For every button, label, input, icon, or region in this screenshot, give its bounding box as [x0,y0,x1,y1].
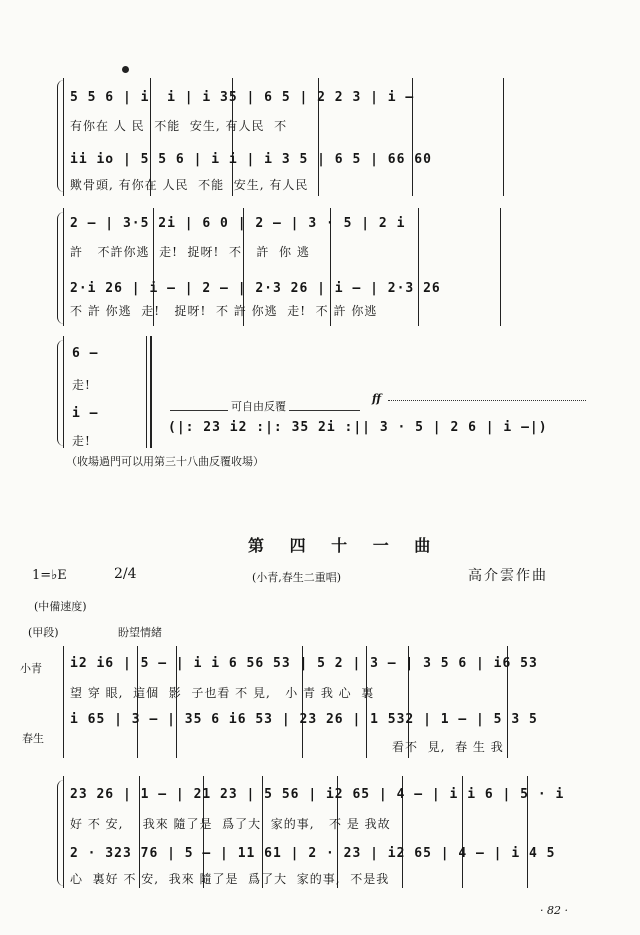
system5-bottom-notes: 2 · 323 76 | 5 — | 11 61 | 2 · 23 | i2 65 | 4 — | i 4 5 [70,846,556,861]
ink-dot [122,66,129,73]
system3-top-notes: 6 — [72,346,99,361]
voice2-lyrics: 看不 見, 春 生 我 [392,740,504,754]
system3-bottom-notes: i — [72,406,99,421]
system5-bottom-lyrics: 心 裏好 不 安, 我來 隨了是 爲了大 家的事, 不是我 [70,872,390,886]
voice2-name: 春生 [22,732,44,745]
system3-bottom-lyrics: 走! [72,434,91,448]
system1-top-lyrics: 有你在 人 民 不能 安生, 有人民 不 [70,119,288,133]
system2-top-notes: 2 — | 3·5 2i | 6 0 | 2 — | 3 · 5 | 2 i [70,216,406,231]
piece-title: 第 四 十 一 曲 [248,536,441,555]
page-number: · 82 · [540,904,568,917]
tempo-marking: (中備速度) [34,600,87,613]
barline [63,78,64,196]
system2-top-lyrics: 許 不許你逃 走! 捉呀! 不 許 你 逃 [70,245,310,259]
section-label: (甲段) [28,626,59,639]
dynamic-dotted-line [388,400,586,401]
system2-bottom-notes: 2·i 26 | i — | 2 — | 2·3 26 | i — | 2·3 26 [70,281,441,296]
system5-top-notes: 23 26 | 1 — | 21 23 | 5 56 | i2 65 | 4 — | i i 6 | 5 · i [70,787,565,802]
time-signature: 2/4 [114,566,137,582]
expression-marking: 盼望情緒 [118,626,162,639]
voice2-notes: i 65 | 3 — | 35 6 i6 53 | 23 26 | 1 532 | 1 — | 5 3 5 [70,712,538,727]
system1-bottom-lyrics: 歟骨頭, 有你在 人民 不能 安生, 有人民 [70,178,309,192]
system5-top-lyrics: 好 不 安, 我來 隨了是 爲了大 家的事, 不 是 我故 [70,817,391,831]
system2-bottom-lyrics: 不 許 你逃 走! 捉呀! 不 許 你逃 走! 不 許 你逃 [70,304,378,318]
system1-bottom-notes: ii io | 5 5 6 | i i | i 3 5 | 6 5 | 66 60 [70,152,432,167]
performers: (小青,春生二重唱) [252,571,342,584]
repeat-label: 可自由反覆 [228,398,289,414]
footnote: （收場過門可以用第三十八曲反覆收場） [66,455,264,468]
composer: 高介雲作曲 [468,568,548,584]
dynamic-marking: ff [372,392,382,405]
voice1-name: 小青 [20,662,42,675]
repeat-notes: (|: 23 i2 :|: 35 2i :|| 3 · 5 | 2 6 | i —|) [168,420,548,435]
system1-top-notes: 5 5 6 | i i | i 35 | 6 5 | 2 2 3 | i — [70,90,415,105]
voice1-lyrics: 望 穿 眼, 這個 影 子也看 不 見, 小 青 我 心 裏 [70,686,375,700]
system3-top-lyrics: 走! [72,378,91,392]
key-signature: 1=♭E [32,568,67,583]
voice1-notes: i2 i6 | 5 — | i i 6 56 53 | 5 2 | 3 — | 3 5 6 | i6 53 [70,656,538,671]
